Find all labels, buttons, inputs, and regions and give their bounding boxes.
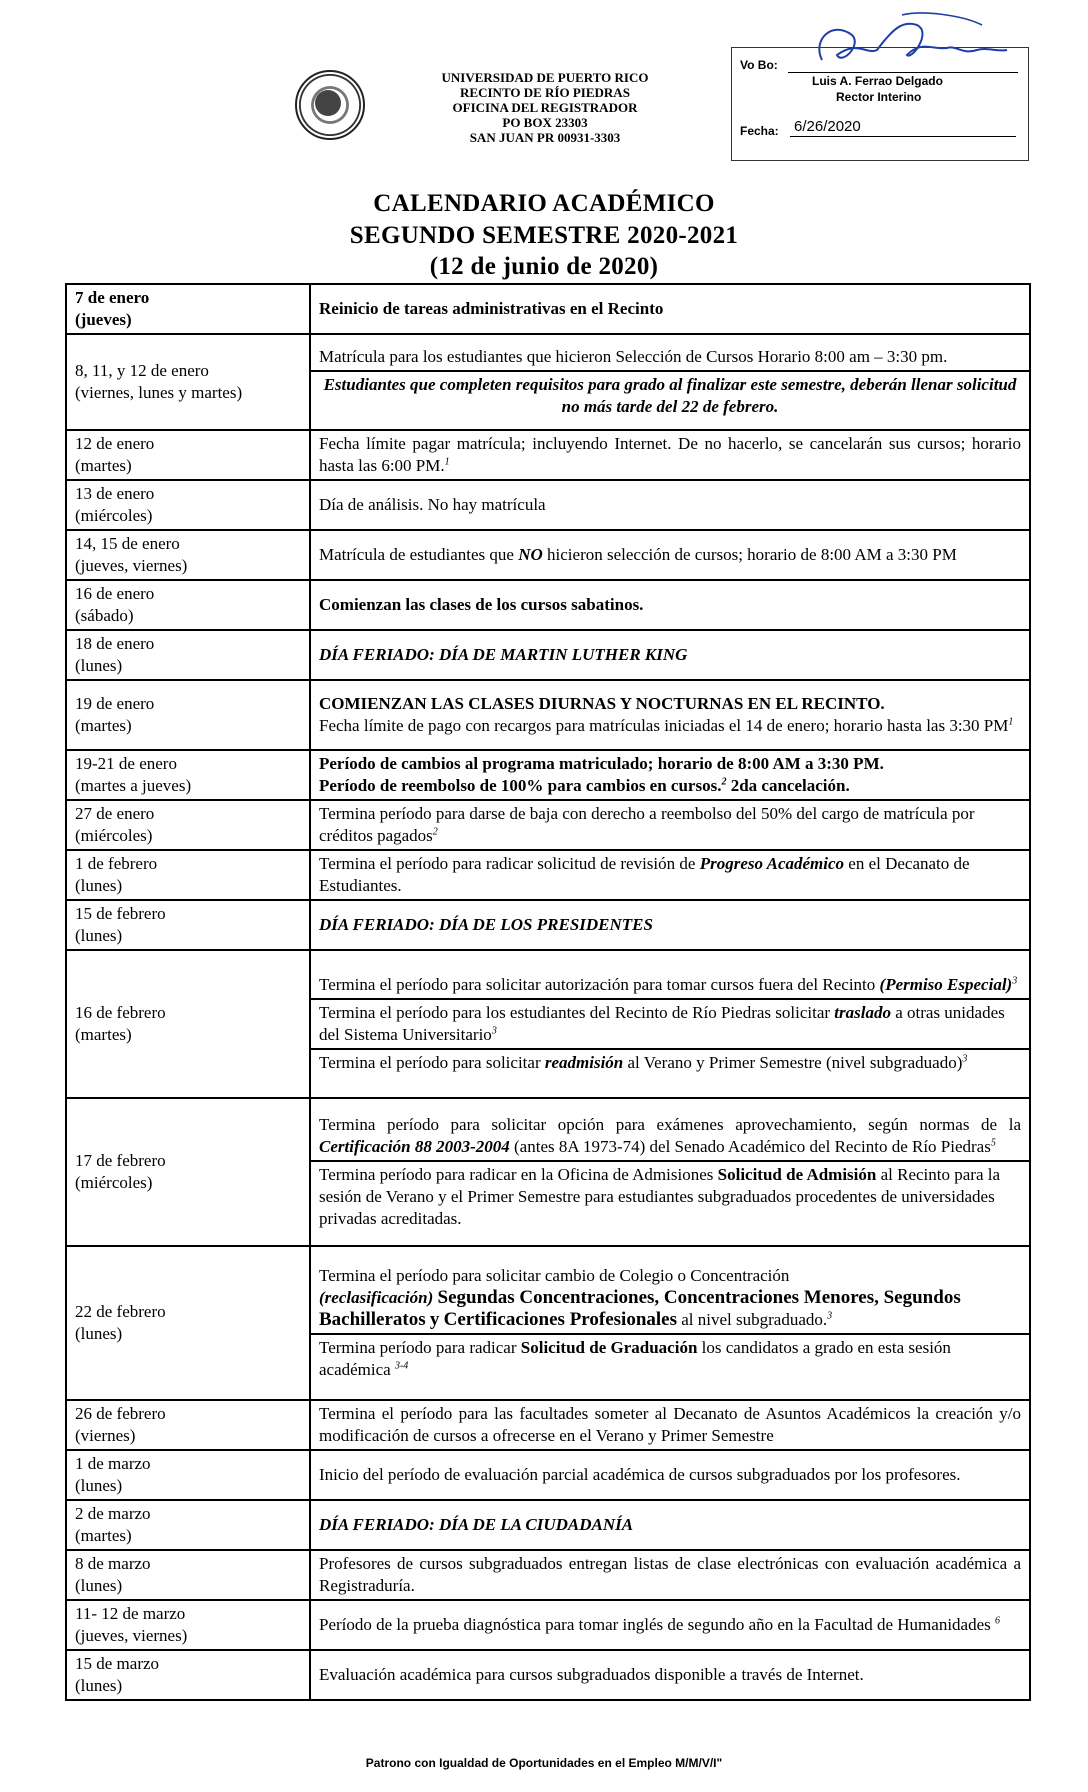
event-cell: DÍA FERIADO: DÍA DE LOS PRESIDENTES: [310, 900, 1030, 950]
date-cell: 8 de marzo (lunes): [66, 1550, 310, 1600]
date-cell: 15 de febrero (lunes): [66, 900, 310, 950]
table-row: [66, 1246, 1030, 1400]
table-row: [66, 480, 1030, 530]
table-row: [66, 334, 1030, 430]
doc-title: CALENDARIO ACADÉMICO: [373, 190, 715, 217]
table-row: [66, 1098, 1030, 1246]
event-cell: Reinicio de tareas administrativas en el Recinto: [310, 284, 1030, 334]
event-cell: Evaluación académica para cursos subgraduados disponible a través de Internet.: [310, 1650, 1030, 1700]
date-cell: 2 de marzo (martes): [66, 1500, 310, 1550]
table-row: [66, 1600, 1030, 1650]
date-cell: 15 de marzo (lunes): [66, 1650, 310, 1700]
table-row: [66, 284, 1030, 334]
fecha-value: 6/26/2020: [794, 118, 861, 135]
signer-title: Rector Interino: [836, 90, 922, 104]
event-cell: Profesores de cursos subgraduados entregan listas de clase electrónicas con evaluación académica a Registraduría.: [310, 1550, 1030, 1600]
event-cell: DÍA FERIADO: DÍA DE MARTIN LUTHER KING: [310, 630, 1030, 680]
event-cell: Termina el período para radicar solicitud de revisión de Progreso Académico en el Decanato de Estudiantes.: [310, 850, 1030, 900]
event-cell: Día de análisis. No hay matrícula: [310, 480, 1030, 530]
event-cell: Período de cambios al programa matriculado; horario de 8:00 AM a 3:30 PM. Período de reembolso de 100% para cambios en cursos.$^2$ 2da cancelación.: [310, 750, 1030, 800]
university-seal: [295, 70, 365, 140]
table-row: [66, 1500, 1030, 1550]
table-row: [66, 680, 1030, 750]
calendar-table: [65, 283, 1031, 1701]
table-row: [66, 1450, 1030, 1500]
event-cell: Termina el período para solicitar autorización para tomar cursos fuera del Recinto (Permiso Especial)$^3$ Termina el período para los estudiantes del Recinto de Río Piedras solicitar traslado a otras unidades del Sistema Universitario$^3$ Termina el período para solicitar readmisión al Verano y Primer Semestre (nivel subgraduado)$^3$: [310, 950, 1030, 1098]
date-cell: 8, 11, y 12 de enero (viernes, lunes y martes): [66, 334, 310, 430]
date-cell: 26 de febrero (viernes): [66, 1400, 310, 1450]
event-cell: DÍA FERIADO: DÍA DE LA CIUDADANÍA: [310, 1500, 1030, 1550]
footer-note: Patrono con Igualdad de Oportunidades en el Empleo M/M/V/I": [365, 1756, 723, 1770]
table-row: [66, 630, 1030, 680]
date-cell: 12 de enero (martes): [66, 430, 310, 480]
approval-box: [731, 47, 1029, 161]
event-cell: Termina el período para las facultades someter al Decanato de Asuntos Académicos la creación y/o modificación de cursos a ofrecerse en el Verano y Primer Semestre: [310, 1400, 1030, 1450]
table-row: [66, 1550, 1030, 1600]
table-row: [66, 1400, 1030, 1450]
po-box: PO BOX 23303: [502, 115, 588, 130]
handwritten-signature: [782, 10, 1012, 80]
signer-name: Luis A. Ferrao Delgado: [812, 74, 943, 88]
table-row: [66, 1650, 1030, 1700]
fecha-label: Fecha:: [740, 124, 779, 138]
university-name: UNIVERSIDAD DE PUERTO RICO: [441, 70, 649, 85]
event-cell: Período de la prueba diagnóstica para tomar inglés de segundo año en la Facultad de Humanidades $^6$: [310, 1600, 1030, 1650]
fecha-line: [790, 136, 1016, 137]
date-cell: 16 de enero (sábado): [66, 580, 310, 630]
office-name: OFICINA DEL REGISTRADOR: [452, 100, 638, 115]
event-cell: Comienzan las clases de los cursos sabatinos.: [310, 580, 1030, 630]
date-cell: 17 de febrero (miércoles): [66, 1098, 310, 1246]
event-cell: Inicio del período de evaluación parcial académica de cursos subgraduados por los profesores.: [310, 1450, 1030, 1500]
table-row: [66, 580, 1030, 630]
doc-subtitle: SEGUNDO SEMESTRE 2020-2021: [349, 222, 739, 249]
signature-line: [788, 72, 1018, 73]
date-cell: 18 de enero (lunes): [66, 630, 310, 680]
date-cell: 7 de enero (jueves): [66, 284, 310, 334]
event-cell: COMIENZAN LAS CLASES DIURNAS Y NOCTURNAS EN EL RECINTO. Fecha límite de pago con recargos para matrículas iniciadas el 14 de enero; horario hasta las 3:30 $PM^1$: [310, 680, 1030, 750]
date-cell: 19 de enero (martes): [66, 680, 310, 750]
event-cell: Termina período para solicitar opción para exámenes aprovechamiento, según normas de la Certificación 88 2003-2004 (antes 8A 1973-74) del Senado Académico del Recinto de Río Piedras$^5$ Termina período para radicar en la Oficina de Admisiones Solicitud de Admisión al Recinto para la sesión de Verano y el Primer Semestre para estudiantes subgraduados procedentes de universidades privadas acreditadas.: [310, 1098, 1030, 1246]
date-cell: 1 de febrero (lunes): [66, 850, 310, 900]
date-cell: 22 de febrero (lunes): [66, 1246, 310, 1400]
campus-name: RECINTO DE RÍO PIEDRAS: [460, 85, 630, 100]
date-cell: 16 de febrero (martes): [66, 950, 310, 1098]
doc-date: (12 de junio de 2020): [429, 253, 659, 280]
event-cell: Matrícula de estudiantes que NO hicieron selección de cursos; horario de 8:00 AM a 3:30 PM: [310, 530, 1030, 580]
table-row: [66, 430, 1030, 480]
university-address: [380, 70, 710, 145]
table-row: [66, 800, 1030, 850]
date-cell: 11- 12 de marzo (jueves, viernes): [66, 1600, 310, 1650]
event-cell: Fecha límite pagar matrícula; incluyendo Internet. De no hacerlo, se cancelarán sus cursos; horario hasta las 6:00 PM.$^1$: [310, 430, 1030, 480]
city-zip: SAN JUAN PR 00931-3303: [469, 130, 621, 145]
event-cell: Matrícula para los estudiantes que hicieron Selección de Cursos Horario 8:00 am – 3:30 pm. Estudiantes que completen requisitos para grado al finalizar este semestre, deberán llenar solicitud no más tarde del 22 de febrero.: [310, 334, 1030, 430]
table-row: [66, 900, 1030, 950]
date-cell: 13 de enero (miércoles): [66, 480, 310, 530]
event-cell: Termina el período para solicitar cambio de Colegio o Concentración (reclasificación) Segundas Concentraciones, Concentraciones Menores, Segundos Bachilleratos y Certificaciones Profesionales al nivel subgraduado.$^3$ Termina período para radicar Solicitud de Graduación los candidatos a grado en esta sesión académica $^{3-4}$: [310, 1246, 1030, 1400]
table-row: [66, 950, 1030, 1098]
date-cell: 19-21 de enero (martes a jueves): [66, 750, 310, 800]
table-row: [66, 530, 1030, 580]
date-cell: 27 de enero (miércoles): [66, 800, 310, 850]
table-row: [66, 850, 1030, 900]
event-cell: Termina período para darse de baja con derecho a reembolso del 50% del cargo de matrícula por créditos pagados$^2$: [310, 800, 1030, 850]
date-cell: 14, 15 de enero (jueves, viernes): [66, 530, 310, 580]
table-row: [66, 750, 1030, 800]
vobo-label: Vo Bo:: [740, 58, 778, 72]
date-cell: 1 de marzo (lunes): [66, 1450, 310, 1500]
